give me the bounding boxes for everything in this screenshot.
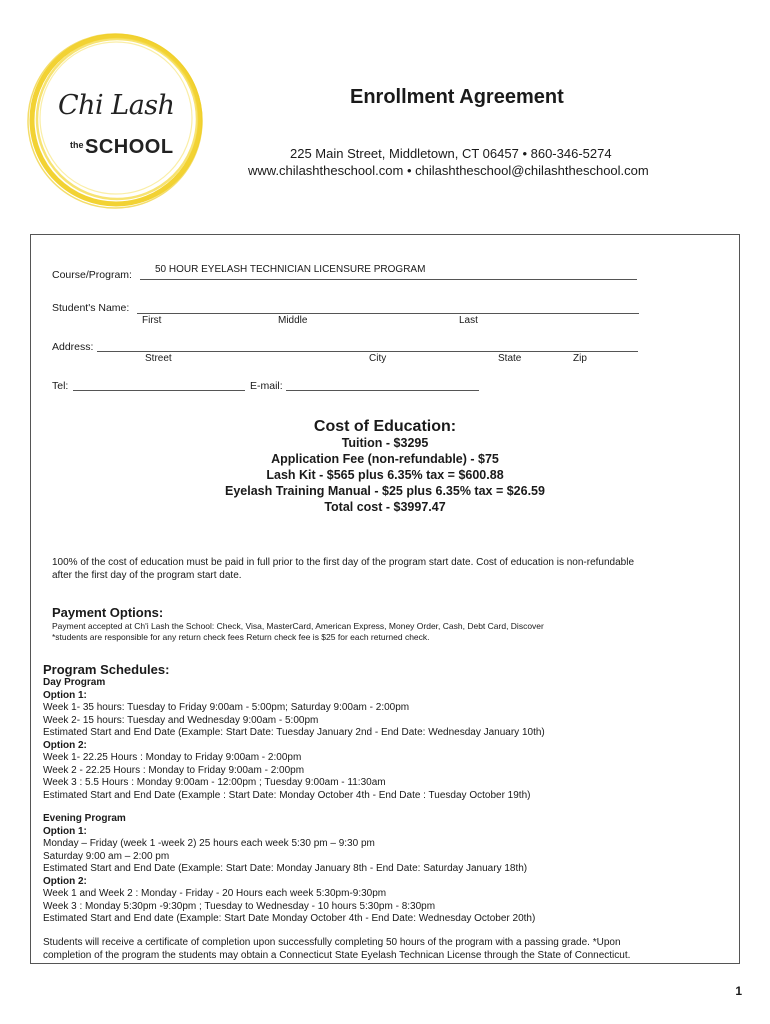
- addr-street-caption: Street: [145, 353, 172, 364]
- schedule-line: Week 2 - 22.25 Hours : Monday to Friday 9:00am - 2:00pm: [43, 764, 305, 776]
- logo-school-text: SCHOOL: [85, 136, 174, 158]
- course-field-line[interactable]: [140, 279, 637, 280]
- schedule-line: Week 2- 15 hours: Tuesday and Wednesday 9:00am - 5:00pm: [43, 714, 319, 726]
- logo-script-text: Chi Lash: [58, 90, 175, 121]
- school-contact: www.chilashtheschool.com • chilashtheschool@chilashtheschool.com: [248, 163, 649, 178]
- name-middle-caption: Middle: [278, 315, 308, 326]
- page-number: 1: [735, 984, 742, 998]
- evening-program-heading: Evening Program: [43, 813, 126, 824]
- student-name-field[interactable]: [137, 313, 639, 314]
- day-program-heading: Day Program: [43, 677, 106, 688]
- course-value[interactable]: 50 HOUR EYELASH TECHNICIAN LICENSURE PROGRAM: [155, 264, 426, 275]
- certificate-note-line1: Students will receive a certificate of completion upon successfully completing 50 hours of the program with a passing grade. *Upon: [43, 937, 621, 948]
- schedule-line: Week 3 : Monday 5:30pm -9:30pm ; Tuesday to Wednesday - 10 hours 5:30pm - 8:30pm: [43, 900, 436, 912]
- day-option2-heading: Option 2:: [43, 739, 87, 751]
- evening-program-block: [43, 813, 535, 926]
- schedule-line: Estimated Start and End date (Example: Start Date Monday October 4th - End Date: Wednesday October 20th): [43, 913, 536, 924]
- evening-option1-heading: Option 1:: [43, 825, 87, 837]
- cost-note-line2: after the first day of the program start date.: [52, 570, 242, 581]
- schedule-line: Week 3 : 5.5 Hours : Monday 9:00am - 12:00pm ; Tuesday 9:00am - 11:30am: [43, 777, 386, 788]
- addr-city-caption: City: [369, 353, 387, 364]
- name-first-caption: First: [142, 315, 162, 326]
- evening-option2-heading: Option 2:: [43, 875, 87, 887]
- schedule-line: Week 1 and Week 2 : Monday - Friday - 20 Hours each week 5:30pm-9:30pm: [43, 888, 387, 899]
- certificate-note-line2: completion of the program the students may obtain a Connecticut State Eyelash Technican License through the State of Connecticut.: [43, 950, 631, 961]
- payment-line2: *students are responsible for any return check fees Return check fee is $25 for each returned check.: [52, 632, 430, 642]
- school-address: 225 Main Street, Middletown, CT 06457 • 860-346-5274: [290, 146, 612, 161]
- payment-options-title: Payment Options:: [52, 605, 164, 620]
- cost-item: Application Fee (non-refundable) - $75: [271, 452, 499, 466]
- addr-state-caption: State: [498, 353, 522, 364]
- schedule-line: Estimated Start and End Date (Example: Start Date: Tuesday January 2nd - End Date: Wednesday January 10th): [43, 727, 545, 738]
- schedule-line: Week 1- 22.25 Hours : Monday to Friday 9:00am - 2:00pm: [43, 752, 302, 763]
- tel-label: Tel:: [52, 380, 69, 392]
- cost-of-education-title: Cost of Education:: [313, 418, 457, 435]
- document-title: Enrollment Agreement: [350, 86, 564, 108]
- student-name-label: Student's Name:: [52, 302, 130, 314]
- cost-item: Eyelash Training Manual - $25 plus 6.35% tax = $26.59: [225, 484, 545, 498]
- cost-total: Total cost - $3997.47: [324, 500, 446, 514]
- day-program-block: [43, 677, 545, 802]
- schedule-line: Monday – Friday (week 1 -week 2) 25 hours each week 5:30 pm – 9:30 pm: [43, 838, 375, 849]
- tel-field[interactable]: [73, 390, 245, 391]
- program-schedules-title: Program Schedules:: [43, 662, 170, 677]
- address-label: Address:: [52, 341, 94, 353]
- logo-the-text: the: [70, 140, 84, 150]
- cost-note-line1: 100% of the cost of education must be paid in full prior to the first day of the program start date. Cost of education is non-refundable: [52, 557, 635, 568]
- schedule-line: Estimated Start and End Date (Example : Start Date: Monday October 4th - End Date : Tuesday October 19th): [43, 789, 531, 801]
- schedule-line: Week 1- 35 hours: Tuesday to Friday 9:00am - 5:00pm; Saturday 9:00am - 2:00pm: [43, 702, 410, 713]
- cost-item: Lash Kit - $565 plus 6.35% tax = $600.88: [266, 468, 504, 482]
- day-option1-heading: Option 1:: [43, 689, 87, 701]
- email-label: E-mail:: [250, 380, 283, 392]
- schedule-line: Saturday 9:00 am – 2:00 pm: [43, 850, 170, 862]
- course-label: Course/Program:: [52, 269, 132, 281]
- email-field[interactable]: [286, 390, 479, 391]
- cost-item: Tuition - $3295: [341, 436, 429, 450]
- payment-line1: Payment accepted at Ch'i Lash the School: Check, Visa, MasterCard, American Express, Money Order, Cash, Debt Card, Discover: [52, 621, 544, 631]
- address-field[interactable]: [97, 351, 638, 352]
- addr-zip-caption: Zip: [573, 353, 587, 364]
- name-last-caption: Last: [459, 315, 478, 326]
- schedule-line: Estimated Start and End Date (Example: Start Date: Monday January 8th - End Date: Saturday January 18th): [43, 863, 528, 874]
